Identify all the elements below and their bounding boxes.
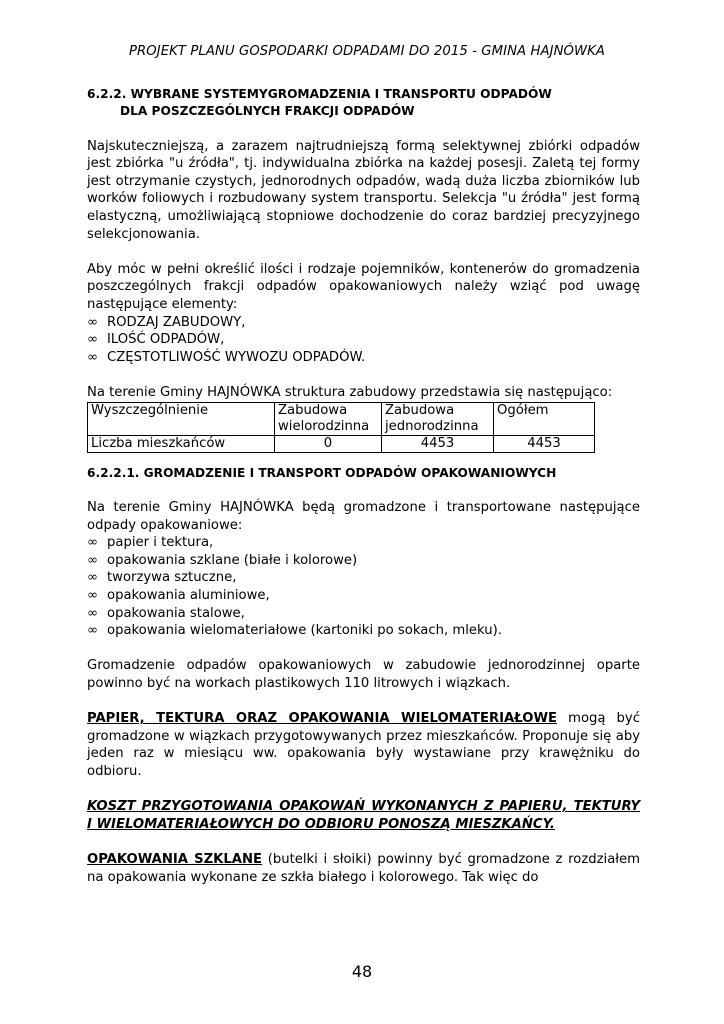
infinity-bullet-icon: ∞ — [87, 588, 98, 604]
paper-label: PAPIER, TEKTURA ORAZ OPAKOWANIA WIELOMATERIAŁOWE — [87, 711, 557, 727]
infinity-bullet-icon: ∞ — [87, 623, 98, 639]
paragraph-structure: Na terenie Gminy HAJNÓWKA struktura zabudowy przedstawia się następująco: — [87, 384, 613, 400]
list-item: ∞ opakowania wielomateriałowe (kartoniki po sokach, mleku). — [87, 623, 502, 639]
paragraph-collection: Gromadzenie odpadów opakowaniowych w zabudowie jednorodzinnej oparte powinno być na workach plastikowych 110 litrowych i wiązkach. — [87, 658, 640, 692]
subsection-heading: 6.2.2.1. GROMADZENIE I TRANSPORT ODPADÓW OPAKOWANIOWYCH — [87, 465, 557, 480]
list-item: ∞ papier i tektura, — [87, 535, 214, 551]
list-item: ∞ CZĘSTOTLIWOŚĆ WYWOZU ODPADÓW. — [87, 349, 366, 365]
page-content — [87, 86, 640, 886]
table-row — [88, 435, 595, 452]
infinity-bullet-icon: ∞ — [87, 314, 98, 330]
table-header-row — [88, 402, 595, 435]
paragraph-intro: Najskuteczniejszą, a zarazem najtrudniejszą formą selektywnej zbiórki odpadów jest zbiórka "u źródła", tj. indywidualna zbiórka na każdej posesji. Zaletą tej formy jest otrzymanie czystych, jednorodnych odpadów, wadą duża liczba zbiorników lub worków foliowych i rozbudowany system transportu. Selekcja "u źródła" jest formą elastyczną, umożliwiającą stopniowe dochodzenie do coraz bardziej precyzyjnego selekcjonowania. — [87, 138, 640, 242]
page-number: 48 — [351, 962, 373, 981]
list-item: ∞ opakowania stalowe, — [87, 605, 245, 621]
table-header-cell: Zabudowa wielorodzinna — [275, 402, 382, 435]
list-item: ∞ RODZAJ ZABUDOWY, — [87, 314, 246, 330]
list-item: ∞ opakowania aluminiowe, — [87, 588, 270, 604]
infinity-bullet-icon: ∞ — [87, 605, 98, 621]
table-cell: 4453 — [494, 435, 595, 452]
paragraph-waste-intro: Na terenie Gminy HAJNÓWKA będą gromadzone i transportowane następujące odpady opakowaniowe: — [87, 500, 640, 533]
list-item: ∞ ILOŚĆ ODPADÓW, — [87, 332, 225, 348]
list-item: ∞ tworzywa sztuczne, — [87, 570, 237, 586]
infinity-bullet-icon: ∞ — [87, 349, 98, 365]
infinity-bullet-icon: ∞ — [87, 332, 98, 348]
running-header: PROJEKT PLANU GOSPODARKI ODPADAMI DO 2015 - GMINA HAJNÓWKA — [128, 44, 606, 59]
list-item: ∞ opakowania szklane (białe i kolorowe) — [87, 552, 358, 568]
section-heading — [87, 86, 640, 120]
table-header-cell: Zabudowa jednorodzinna — [382, 402, 494, 435]
infinity-bullet-icon: ∞ — [87, 535, 98, 551]
table-cell: Liczba mieszkańców — [88, 435, 275, 452]
paragraph-paper: PAPIER, TEKTURA ORAZ OPAKOWANIA WIELOMATERIAŁOWE mogą być gromadzone w wiązkach przygotowywanych przez mieszkańców. Proponuje się aby jeden raz w miesiącu ww. opakowania były wystawiane przy krawężniku do odbioru. — [87, 711, 640, 779]
infinity-bullet-icon: ∞ — [87, 570, 98, 586]
table-header-cell: Ogółem — [494, 402, 595, 435]
elements-list — [87, 314, 640, 367]
section-heading-line1: 6.2.2. WYBRANE SYSTEMYGROMADZENIA I TRANSPORTU ODPADÓW — [87, 87, 552, 101]
waste-types-list — [87, 534, 640, 640]
section-heading-line2: DLA POSZCZEGÓLNYCH FRAKCJI ODPADÓW — [120, 104, 415, 118]
housing-structure-table — [87, 402, 595, 453]
paragraph-glass: OPAKOWANIA SZKLANE (butelki i słoiki) powinny być gromadzone z rozdziałem na opakowania wykonane ze szkła białego i kolorowego. Tak więc do — [87, 851, 640, 885]
table-cell: 4453 — [382, 435, 494, 452]
paragraph-cost-note: KOSZT PRZYGOTOWANIA OPAKOWAŃ WYKONANYCH Z PAPIERU, TEKTURY I WIELOMATERIAŁOWYCH DO ODBIORU PONOSZĄ MIESZKAŃCY. — [87, 799, 640, 832]
table-header-cell: Wyszczególnienie — [88, 402, 275, 435]
glass-label: OPAKOWANIA SZKLANE — [87, 851, 263, 867]
infinity-bullet-icon: ∞ — [87, 552, 98, 568]
paragraph-elements-intro: Aby móc w pełni określić ilości i rodzaje pojemników, kontenerów do gromadzenia poszczególnych frakcji odpadów opakowaniowych należy wziąć pod uwagę następujące elementy: — [87, 261, 640, 312]
table-cell: 0 — [275, 435, 382, 452]
